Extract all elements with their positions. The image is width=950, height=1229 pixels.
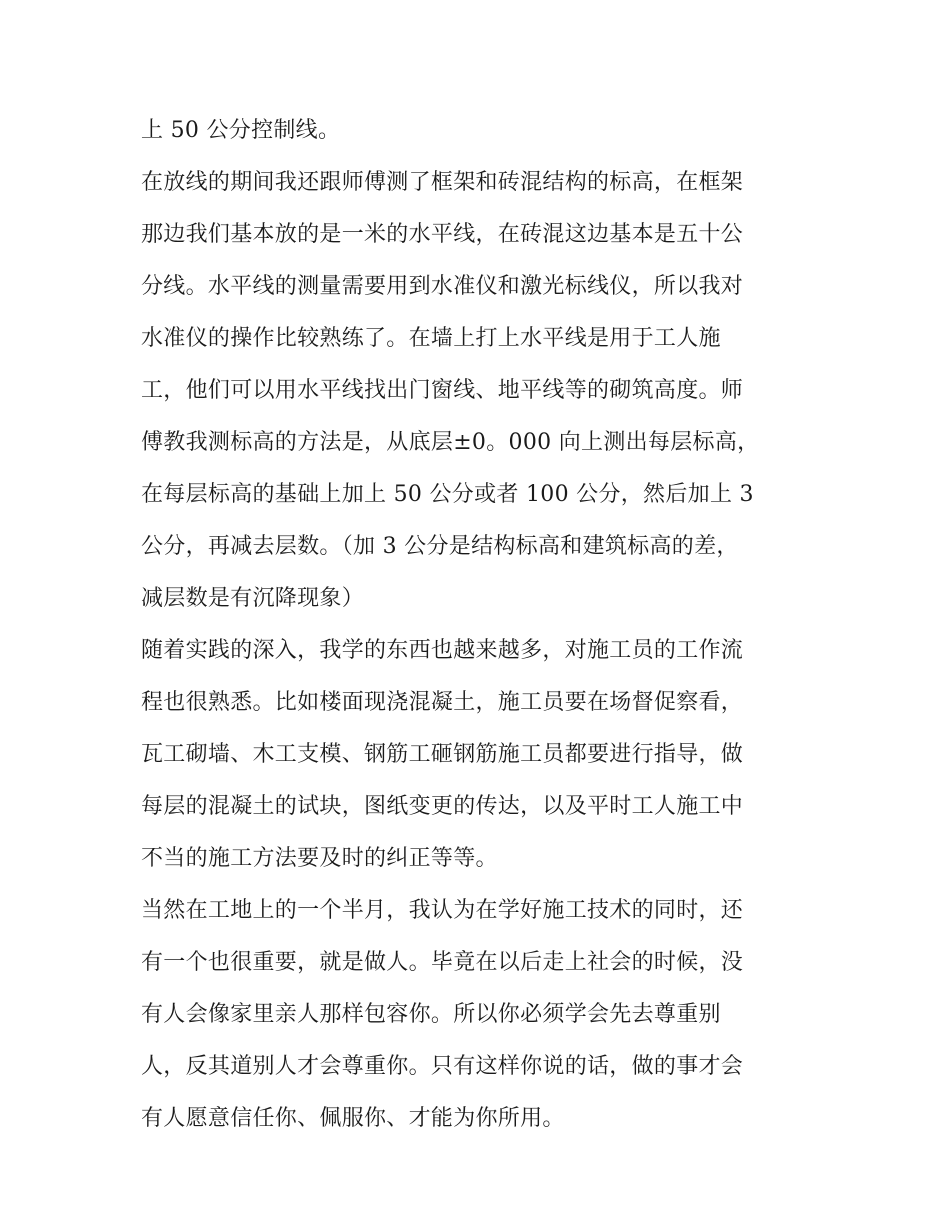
text-line: 有一个也很重要，就是做人。毕竟在以后走上社会的时候，没 xyxy=(141,950,744,975)
text-line: 工，他们可以用水平线找出门窗线、地平线等的砌筑高度。师 xyxy=(141,378,744,403)
text-line: 分线。水平线的测量需要用到水准仪和激光标线仪，所以我对 xyxy=(141,274,744,299)
text-line: 在每层标高的基础上加上 50 公分或者 100 公分，然后加上 3 xyxy=(141,482,754,507)
text-line: 不当的施工方法要及时的纠正等等。 xyxy=(141,846,498,871)
text-line: 水准仪的操作比较熟练了。在墙上打上水平线是用于工人施 xyxy=(141,326,721,351)
text-line: 公分，再减去层数。（加 3 公分是结构标高和建筑标高的差， xyxy=(141,534,739,559)
text-line: 瓦工砌墙、木工支模、钢筋工砸钢筋施工员都要进行指导，做 xyxy=(141,742,744,767)
text-line: 人，反其道别人才会尊重你。只有这样你说的话，做的事才会 xyxy=(141,1054,744,1079)
text-line: 在放线的期间我还跟师傅测了框架和砖混结构的标高，在框架 xyxy=(141,170,744,195)
text-line: 有人愿意信任你、佩服你、才能为你所用。 xyxy=(141,1106,565,1131)
document-body xyxy=(141,108,813,1148)
text-line: 那边我们基本放的是一米的水平线，在砖混这边基本是五十公 xyxy=(141,222,744,247)
text-line: 当然在工地上的一个半月，我认为在学好施工技术的同时，还 xyxy=(141,898,744,923)
text-line: 随着实践的深入，我学的东西也越来越多，对施工员的工作流 xyxy=(141,638,744,663)
text-line: 程也很熟悉。比如楼面现浇混凝土，施工员要在场督促察看， xyxy=(141,690,744,715)
text-line: 傅教我测标高的方法是，从底层±0。000 向上测出每层标高， xyxy=(141,430,760,455)
text-line: 减层数是有沉降现象） xyxy=(141,586,365,611)
text-line: 有人会像家里亲人那样包容你。所以你必须学会先去尊重别 xyxy=(141,1002,721,1027)
text-line: 每层的混凝土的试块，图纸变更的传达，以及平时工人施工中 xyxy=(141,794,744,819)
text-line: 上 50 公分控制线。 xyxy=(141,118,341,143)
